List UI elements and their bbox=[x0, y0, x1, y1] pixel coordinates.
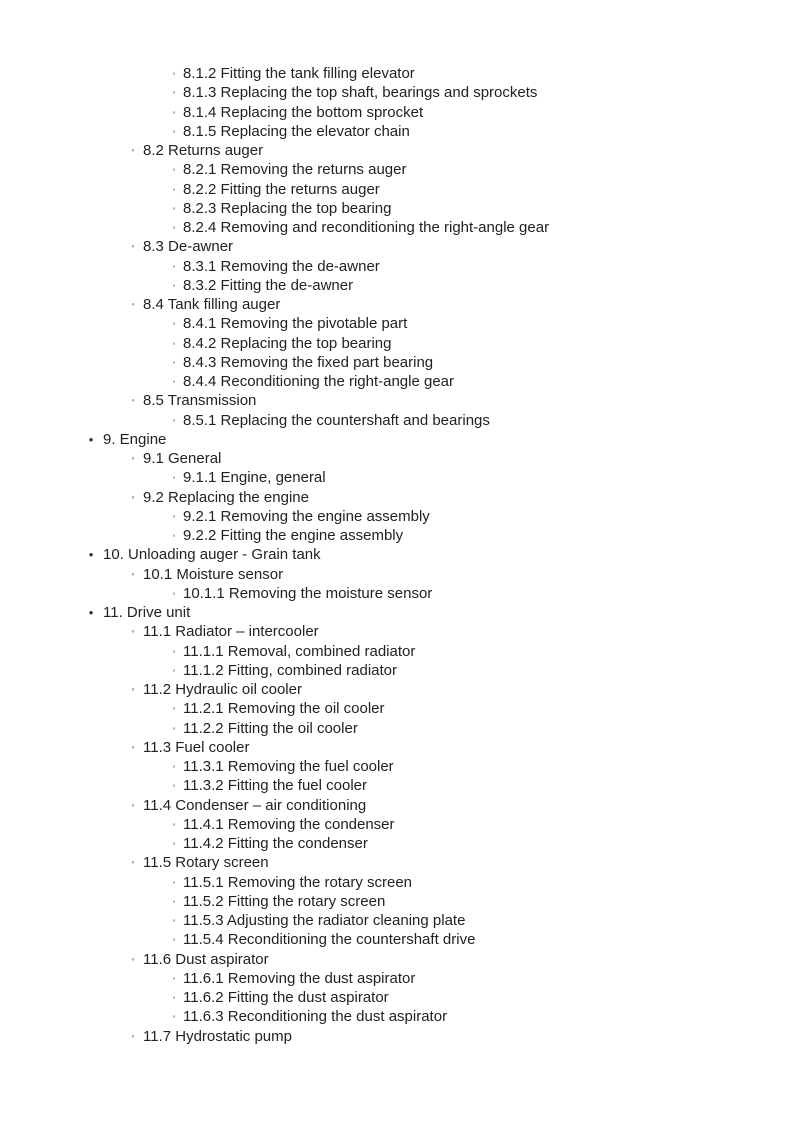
toc-entry-level-2 bbox=[0, 64, 794, 83]
toc-entry-label: 8.4.3 Removing the fixed part bearing bbox=[183, 353, 434, 371]
toc-entry-label: 11.1.2 Fitting, combined radiator bbox=[183, 661, 398, 679]
hollow-bullet-icon: ◦ bbox=[172, 473, 176, 483]
toc-entry-level-1 bbox=[0, 950, 794, 969]
toc-entry-label: 10.1 Moisture sensor bbox=[143, 565, 284, 583]
hollow-bullet-icon: ◦ bbox=[172, 107, 176, 117]
toc-entry-label: 11.5.3 Adjusting the radiator cleaning plate bbox=[183, 912, 466, 929]
toc-entry-label: 9.2 Replacing the engine bbox=[143, 488, 309, 506]
hollow-bullet-icon: ◦ bbox=[172, 993, 176, 1002]
toc-entry-label: 11.6.1 Removing the dust aspirator bbox=[183, 969, 416, 987]
toc-entry-label: 11.3.1 Removing the fuel cooler bbox=[183, 758, 394, 775]
toc-entry-label: 11.2.1 Removing the oil cooler bbox=[183, 700, 385, 718]
hollow-bullet-icon: ◦ bbox=[131, 857, 135, 868]
toc-entry-level-1 bbox=[0, 237, 794, 256]
toc-entry-label: 8.2 Returns auger bbox=[143, 142, 264, 159]
toc-entry-level-1 bbox=[0, 853, 794, 872]
hollow-bullet-icon: ◦ bbox=[131, 626, 135, 637]
hollow-bullet-icon: ◦ bbox=[172, 223, 176, 232]
toc-entry-level-0 bbox=[0, 603, 794, 622]
toc-entry-level-2 bbox=[0, 218, 794, 237]
toc-entry-label: 11.3.2 Fitting the fuel cooler bbox=[183, 777, 367, 795]
hollow-bullet-icon: ◦ bbox=[172, 819, 176, 829]
toc-entry-level-2 bbox=[0, 334, 794, 353]
hollow-bullet-icon: ◦ bbox=[172, 377, 176, 386]
toc-entry-level-2 bbox=[0, 122, 794, 141]
hollow-bullet-icon: ◦ bbox=[172, 88, 176, 98]
toc-entry-label: 10. Unloading auger - Grain tank bbox=[103, 546, 321, 564]
hollow-bullet-icon: ◦ bbox=[131, 491, 135, 502]
toc-entry-label: 11.1.1 Removal, combined radiator bbox=[183, 642, 416, 660]
toc-entry-label: 9.2.1 Removing the engine assembly bbox=[183, 507, 430, 525]
toc-entry-level-2 bbox=[0, 892, 794, 911]
toc-entry-label: 11.5.4 Reconditioning the countershaft drive bbox=[183, 931, 476, 949]
hollow-bullet-icon: ◦ bbox=[172, 203, 176, 213]
hollow-bullet-icon: ◦ bbox=[172, 839, 176, 848]
hollow-bullet-icon: ◦ bbox=[131, 953, 135, 964]
hollow-bullet-icon: ◦ bbox=[172, 338, 176, 348]
toc-entry-label: 11.5.2 Fitting the rotary screen bbox=[183, 892, 386, 910]
toc-entry-level-2 bbox=[0, 372, 794, 391]
hollow-bullet-icon: ◦ bbox=[172, 69, 176, 78]
toc-entry-label: 8.3.1 Removing the de-awner bbox=[183, 257, 380, 275]
toc-entry-level-2 bbox=[0, 584, 794, 603]
toc-entry-label: 8.1.4 Replacing the bottom sprocket bbox=[183, 103, 424, 121]
hollow-bullet-icon: ◦ bbox=[172, 1012, 176, 1022]
hollow-bullet-icon: ◦ bbox=[172, 916, 176, 925]
toc-entry-level-1 bbox=[0, 1027, 794, 1046]
toc-entry-level-2 bbox=[0, 988, 794, 1007]
toc-entry-level-1 bbox=[0, 565, 794, 584]
toc-entry-level-2 bbox=[0, 969, 794, 988]
hollow-bullet-icon: ◦ bbox=[172, 319, 176, 329]
toc-entry-level-2 bbox=[0, 353, 794, 372]
hollow-bullet-icon: ◦ bbox=[172, 415, 176, 425]
toc-entry-level-1 bbox=[0, 449, 794, 468]
toc-entry-level-2 bbox=[0, 257, 794, 276]
toc-entry-label: 11.4 Condenser – air conditioning bbox=[143, 796, 367, 814]
toc-entry-label: 8.1.2 Fitting the tank filling elevator bbox=[183, 65, 415, 82]
toc-entry-label: 8.5 Transmission bbox=[143, 392, 257, 410]
hollow-bullet-icon: ◦ bbox=[172, 280, 176, 290]
hollow-bullet-icon: ◦ bbox=[172, 723, 176, 733]
toc-entry-label: 11.6.3 Reconditioning the dust aspirator bbox=[183, 1008, 448, 1026]
toc-entry-level-2 bbox=[0, 468, 794, 487]
hollow-bullet-icon: ◦ bbox=[172, 184, 176, 194]
toc-entry-level-2 bbox=[0, 83, 794, 102]
toc-entry-label: 11.5.1 Removing the rotary screen bbox=[183, 873, 413, 891]
toc-entry-level-2 bbox=[0, 911, 794, 930]
hollow-bullet-icon: ◦ bbox=[172, 126, 176, 136]
table-of-contents bbox=[0, 64, 794, 1046]
toc-entry-level-2 bbox=[0, 873, 794, 892]
hollow-bullet-icon: ◦ bbox=[172, 762, 176, 771]
toc-entry-label: 9.1.1 Engine, general bbox=[183, 469, 326, 487]
toc-entry-level-2 bbox=[0, 776, 794, 795]
toc-entry-label: 11.3 Fuel cooler bbox=[143, 738, 250, 756]
toc-entry-label: 11.4.2 Fitting the condenser bbox=[183, 835, 368, 852]
toc-entry-level-2 bbox=[0, 411, 794, 430]
toc-entry-label: 8.4.1 Removing the pivotable part bbox=[183, 315, 408, 333]
toc-entry-level-2 bbox=[0, 526, 794, 545]
hollow-bullet-icon: ◦ bbox=[172, 896, 176, 906]
hollow-bullet-icon: ◦ bbox=[172, 877, 176, 887]
toc-entry-label: 8.2.4 Removing and reconditioning the right-angle gear bbox=[183, 219, 550, 236]
hollow-bullet-icon: ◦ bbox=[131, 1030, 135, 1041]
toc-entry-level-1 bbox=[0, 796, 794, 815]
hollow-bullet-icon: ◦ bbox=[172, 261, 176, 271]
toc-entry-label: 8.4.4 Reconditioning the right-angle gear bbox=[183, 373, 455, 390]
hollow-bullet-icon: ◦ bbox=[172, 511, 176, 521]
toc-entry-label: 10.1.1 Removing the moisture sensor bbox=[183, 584, 433, 602]
filled-bullet-icon: • bbox=[88, 431, 94, 447]
toc-entry-level-2 bbox=[0, 699, 794, 718]
toc-entry-level-1 bbox=[0, 488, 794, 507]
toc-entry-label: 8.4.2 Replacing the top bearing bbox=[183, 334, 392, 352]
toc-entry-level-2 bbox=[0, 103, 794, 122]
toc-entry-level-1 bbox=[0, 680, 794, 699]
toc-entry-level-2 bbox=[0, 834, 794, 853]
toc-entry-level-2 bbox=[0, 276, 794, 295]
toc-entry-label: 11.7 Hydrostatic pump bbox=[143, 1027, 292, 1045]
toc-entry-level-1 bbox=[0, 391, 794, 410]
toc-entry-level-2 bbox=[0, 199, 794, 218]
toc-entry-label: 11. Drive unit bbox=[103, 604, 191, 621]
toc-entry-label: 9. Engine bbox=[103, 430, 167, 448]
toc-entry-level-2 bbox=[0, 1007, 794, 1026]
toc-entry-level-1 bbox=[0, 141, 794, 160]
hollow-bullet-icon: ◦ bbox=[172, 781, 176, 791]
hollow-bullet-icon: ◦ bbox=[131, 684, 135, 694]
hollow-bullet-icon: ◦ bbox=[172, 531, 176, 540]
hollow-bullet-icon: ◦ bbox=[172, 973, 176, 983]
toc-entry-label: 11.2.2 Fitting the oil cooler bbox=[183, 719, 358, 737]
hollow-bullet-icon: ◦ bbox=[172, 357, 176, 367]
hollow-bullet-icon: ◦ bbox=[172, 704, 176, 714]
toc-entry-label: 8.5.1 Replacing the countershaft and bearings bbox=[183, 411, 490, 429]
toc-entry-level-2 bbox=[0, 661, 794, 680]
toc-entry-level-2 bbox=[0, 719, 794, 738]
filled-bullet-icon: • bbox=[88, 547, 94, 563]
toc-entry-label: 8.1.3 Replacing the top shaft, bearings and sprockets bbox=[183, 84, 538, 102]
toc-entry-label: 11.4.1 Removing the condenser bbox=[183, 815, 395, 833]
hollow-bullet-icon: ◦ bbox=[131, 145, 135, 155]
filled-bullet-icon: • bbox=[88, 605, 94, 620]
toc-entry-label: 11.6.2 Fitting the dust aspirator bbox=[183, 989, 389, 1006]
toc-entry-level-2 bbox=[0, 815, 794, 834]
toc-entry-level-0 bbox=[0, 430, 794, 449]
toc-entry-label: 11.2 Hydraulic oil cooler bbox=[143, 681, 302, 698]
toc-entry-level-2 bbox=[0, 180, 794, 199]
hollow-bullet-icon: ◦ bbox=[172, 165, 176, 175]
hollow-bullet-icon: ◦ bbox=[131, 568, 135, 579]
toc-entry-level-2 bbox=[0, 757, 794, 776]
hollow-bullet-icon: ◦ bbox=[131, 395, 135, 406]
toc-entry-level-1 bbox=[0, 622, 794, 641]
hollow-bullet-icon: ◦ bbox=[131, 453, 135, 463]
toc-entry-label: 8.1.5 Replacing the elevator chain bbox=[183, 122, 410, 140]
toc-entry-level-2 bbox=[0, 642, 794, 661]
toc-entry-label: 8.3 De-awner bbox=[143, 238, 234, 256]
toc-entry-level-2 bbox=[0, 930, 794, 949]
toc-entry-level-2 bbox=[0, 314, 794, 333]
toc-entry-label: 11.6 Dust aspirator bbox=[143, 950, 269, 968]
toc-entry-level-2 bbox=[0, 160, 794, 179]
hollow-bullet-icon: ◦ bbox=[172, 935, 176, 945]
hollow-bullet-icon: ◦ bbox=[131, 241, 135, 252]
toc-entry-label: 9.1 General bbox=[143, 450, 222, 467]
hollow-bullet-icon: ◦ bbox=[131, 299, 135, 309]
toc-entry-label: 8.2.3 Replacing the top bearing bbox=[183, 199, 392, 217]
toc-entry-level-1 bbox=[0, 738, 794, 757]
toc-entry-label: 8.3.2 Fitting the de-awner bbox=[183, 276, 354, 294]
toc-entry-label: 11.1 Radiator – intercooler bbox=[143, 623, 319, 641]
toc-entry-level-2 bbox=[0, 507, 794, 526]
hollow-bullet-icon: ◦ bbox=[131, 741, 135, 752]
hollow-bullet-icon: ◦ bbox=[131, 799, 135, 810]
toc-entry-label: 8.4 Tank filling auger bbox=[143, 296, 281, 313]
toc-entry-label: 11.5 Rotary screen bbox=[143, 854, 269, 872]
toc-entry-label: 8.2.1 Removing the returns auger bbox=[183, 161, 407, 179]
hollow-bullet-icon: ◦ bbox=[172, 588, 176, 598]
toc-entry-label: 9.2.2 Fitting the engine assembly bbox=[183, 527, 404, 544]
toc-entry-label: 8.2.2 Fitting the returns auger bbox=[183, 180, 380, 198]
toc-entry-level-0 bbox=[0, 545, 794, 564]
hollow-bullet-icon: ◦ bbox=[172, 665, 176, 675]
toc-entry-level-1 bbox=[0, 295, 794, 314]
hollow-bullet-icon: ◦ bbox=[172, 646, 176, 656]
